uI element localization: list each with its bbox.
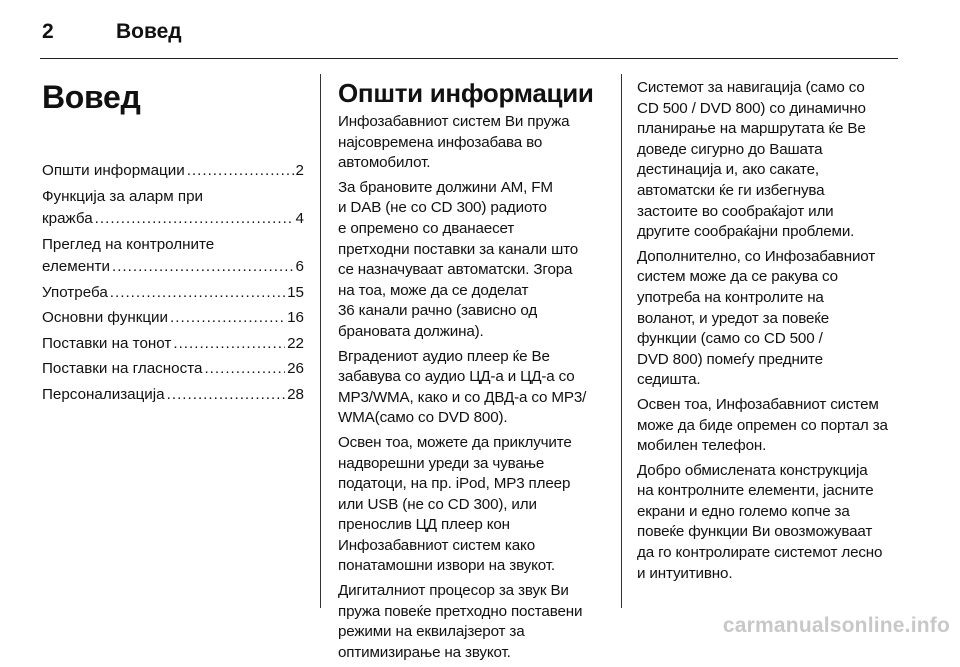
- body-paragraph: [637, 395, 902, 457]
- toc-leader-dots: [112, 256, 294, 279]
- body-paragraph: [338, 433, 604, 577]
- text-line: пружа повеќе претходно поставени: [338, 602, 583, 620]
- section-title: Општи информации: [338, 78, 594, 108]
- text-line: мобилен телефон.: [637, 437, 767, 455]
- text-line: брановата должина).: [338, 322, 484, 340]
- toc-entry-label: Поставки на гласноста: [42, 360, 203, 377]
- middle-body: [338, 112, 604, 663]
- text-line: WMA(само со DVD 800).: [338, 409, 508, 427]
- running-title: Вовед: [116, 20, 182, 43]
- text-line: дестинација и, ако сакате,: [637, 161, 819, 179]
- text-line: претходни поставки за канали што: [338, 240, 579, 258]
- column-divider: [621, 74, 622, 608]
- text-line: понатамошни извори на звукот.: [338, 557, 555, 575]
- toc-entry[interactable]: [42, 358, 304, 381]
- toc-page-number: 16: [287, 309, 304, 326]
- toc-entry-label: Употреба: [42, 283, 108, 301]
- toc-leader-dots: [173, 333, 285, 356]
- text-line: Добро обмислената конструкција: [637, 461, 868, 479]
- text-line: Вградениот аудио плеер ќе Ве: [338, 347, 550, 365]
- text-line: на тоа, може да се доделат: [338, 281, 529, 299]
- text-line: функции (само со CD 500 /: [637, 330, 823, 348]
- text-line: може да биде опремен со портал за: [637, 416, 888, 434]
- body-paragraph: [338, 178, 604, 343]
- body-paragraph: [637, 78, 902, 243]
- toc-page-number: 22: [287, 334, 304, 352]
- text-line: се назначуваат автоматски. Згора: [338, 261, 573, 279]
- toc-page-number: 4: [295, 210, 304, 227]
- body-paragraph: [338, 112, 604, 174]
- body-paragraph: [338, 581, 604, 663]
- text-line: најсовремена инфозабава во: [338, 133, 543, 151]
- toc-entry-label: Функција за аларм при: [42, 187, 204, 205]
- text-line: автоматски ќе ги избегнува: [637, 181, 825, 199]
- text-line: доведе сигурно до Вашата: [637, 140, 823, 158]
- text-line: автомобилот.: [338, 154, 431, 172]
- toc-leader-dots: [95, 208, 294, 231]
- middle-column: [338, 78, 604, 667]
- text-line: систем може да се ракува со: [637, 268, 838, 286]
- text-line: Инфозабавниот систем како: [338, 536, 536, 554]
- text-line: седишта.: [637, 371, 701, 389]
- toc-entry[interactable]: [42, 333, 304, 356]
- text-line: и DAB (не со CD 300) радиото: [338, 199, 547, 217]
- table-of-contents: [42, 160, 304, 406]
- watermark: carmanualsonline.info: [722, 614, 950, 637]
- column-divider: [320, 74, 321, 608]
- toc-leader-dots: [110, 282, 285, 305]
- text-line: да го контролирате системот лесно: [637, 544, 883, 562]
- toc-leader-dots: [170, 307, 285, 330]
- chapter-title: Вовед: [42, 79, 141, 115]
- page-header: [42, 20, 182, 50]
- text-line: другите сообраќајни проблеми.: [637, 223, 855, 241]
- text-line: CD 500 / DVD 800) со динамично: [637, 99, 866, 117]
- toc-entry[interactable]: [42, 160, 304, 183]
- toc-entry[interactable]: [42, 234, 304, 279]
- toc-leader-dots: [187, 160, 294, 183]
- toc-page-number: 28: [287, 385, 304, 403]
- text-line: екрани и едно големо копче за: [637, 502, 850, 520]
- text-line: застоите во сообраќајот или: [637, 202, 834, 220]
- right-body: [637, 78, 902, 584]
- text-line: MP3/WMA, како и со ДВД-а со MP3/: [338, 388, 587, 406]
- toc-leader-dots: [204, 358, 285, 381]
- body-paragraph: [637, 247, 902, 391]
- toc-page-number: 6: [295, 258, 304, 275]
- toc-entry-label: Општи информации: [42, 162, 185, 179]
- header-rule: [40, 58, 898, 59]
- text-line: надворешни уреди за чување: [338, 454, 545, 472]
- text-line: 36 канали рачно (зависно од: [338, 302, 538, 320]
- text-line: За брановите должини AM, FM: [338, 178, 553, 196]
- text-line: забавува со аудио ЦД-а и ЦД-а со: [338, 368, 575, 386]
- toc-entry-label: Преглед на контролните: [42, 235, 215, 253]
- text-line: воланот, и уредот за повеќе: [637, 309, 830, 327]
- toc-entry-label: кражба: [42, 210, 93, 227]
- toc-entry[interactable]: [42, 307, 304, 330]
- toc-entry-label: елементи: [42, 258, 110, 275]
- text-line: пренослив ЦД плеер кон: [338, 516, 510, 534]
- body-paragraph: [338, 347, 604, 429]
- text-line: повеќе функции Ви овозможуваат: [637, 523, 873, 541]
- toc-entry[interactable]: [42, 186, 304, 231]
- toc-entry[interactable]: [42, 384, 304, 407]
- text-line: и интуитивно.: [637, 564, 733, 582]
- text-line: на контролните елементи, јасните: [637, 482, 874, 500]
- text-line: Дополнително, со Инфозабавниот: [637, 247, 876, 265]
- text-line: употреба на контролите на: [637, 288, 824, 306]
- text-line: Освен тоа, можете да приклучите: [338, 433, 572, 451]
- text-line: DVD 800) помеѓу предните: [637, 350, 823, 368]
- text-line: Освен тоа, Инфозабавниот систем: [637, 395, 879, 413]
- text-line: или USB (не со CD 300), или: [338, 495, 537, 513]
- text-line: планирање на маршрутата ќе Ве: [637, 120, 866, 138]
- toc-entry-label: Основни функции: [42, 309, 169, 326]
- toc-leader-dots: [167, 384, 285, 407]
- right-column: [637, 78, 902, 588]
- page-number: 2: [42, 20, 54, 43]
- body-paragraph: [637, 461, 902, 585]
- left-column: [42, 78, 304, 409]
- text-line: оптимизирање на звукот.: [338, 643, 511, 661]
- text-line: податоци, на пр. iPod, MP3 плеер: [338, 475, 571, 493]
- text-line: е опремено со дванаесет: [338, 219, 515, 237]
- text-line: Дигиталниот процесор за звук Ви: [338, 582, 569, 600]
- toc-entry[interactable]: [42, 282, 304, 305]
- text-line: режими на еквилајзерот за: [338, 623, 525, 641]
- toc-page-number: 15: [287, 283, 304, 301]
- toc-entry-label: Персонализација: [42, 385, 165, 403]
- text-line: Системот за навигација (само со: [637, 79, 865, 96]
- text-line: Инфозабавниот систем Ви пружа: [338, 113, 570, 130]
- toc-entry-label: Поставки на тонот: [42, 334, 172, 352]
- toc-page-number: 26: [287, 360, 304, 377]
- toc-page-number: 2: [295, 162, 304, 179]
